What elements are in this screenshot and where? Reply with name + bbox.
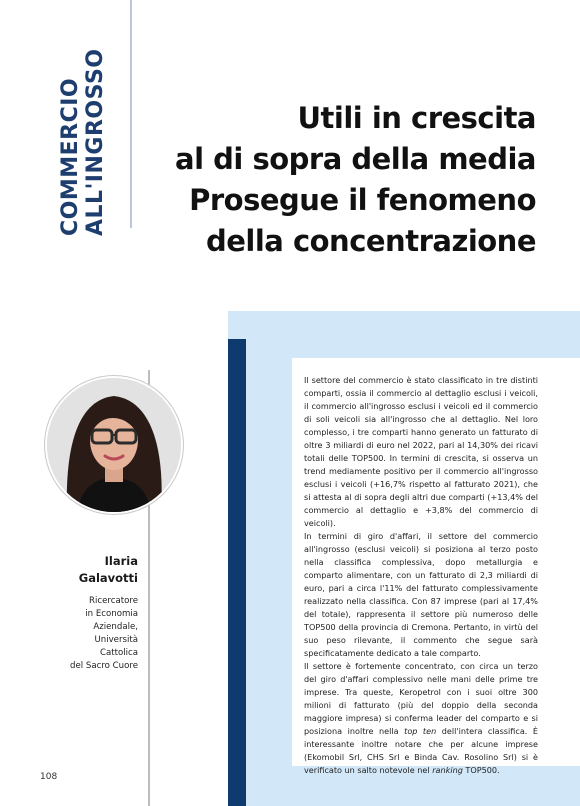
page-number: 108 bbox=[40, 772, 58, 782]
paragraph-3-ranking: ranking bbox=[432, 765, 463, 775]
paragraph-3 bbox=[304, 660, 538, 777]
headline bbox=[156, 98, 536, 262]
paragraph-3-part-a: Il settore è fortemente concentrato, con circa un terzo del giro d'affari complessivo nelle mani delle prime tre imprese. Tra queste, Keropetrol con i suoi oltre 300 milioni di fatturato (più del doppio della seconda maggiore impresa) si conferma leader del comparto e si posiziona inoltre nella bbox=[304, 661, 538, 736]
headline-line-2: al di sopra della media bbox=[175, 142, 536, 176]
author-role-line-1: Ricercatore bbox=[89, 596, 138, 606]
author-role-line-6: del Sacro Cuore bbox=[70, 661, 138, 671]
author-role bbox=[40, 595, 138, 673]
section-label-line1: COMMERCIO bbox=[58, 77, 83, 236]
paragraph-3-part-b: dell'intera classifica. È interessante inoltre notare che per alcune imprese (Ekomobil Srl, CHS Srl e Binda Cav. Rosolino Srl) si è verificato un salto notevole nel bbox=[304, 726, 538, 775]
author-name bbox=[40, 553, 138, 587]
article-body bbox=[304, 374, 538, 777]
section-label-line2: ALL'INGROSSO bbox=[83, 48, 108, 236]
author-role-line-5: Cattolica bbox=[99, 648, 138, 658]
dark-blue-bar bbox=[228, 339, 246, 806]
paragraph-1: Il settore del commercio è stato classificato in tre distinti comparti, ossia il commercio al dettaglio esclusi i veicoli, il commercio all'ingrosso esclusi i veicoli ed il commercio di soli veicoli sia all'ingrosso che al dettaglio. Nel loro complesso, i tre comparti hanno generato un fatturato di oltre 3 miliardi di euro nel 2022, pari al 14,30% dei ricavi totali delle TOP500. In termini di crescita, si osserva un trend mediamente positivo per il commercio all'ingrosso esclusi i veicoli (+16,7% rispetto al fatturato 2021), che si attesta al di sopra degli altri due comparti (+13,4% del commercio al dettaglio e +3,8% del commercio di veicoli). bbox=[304, 375, 538, 528]
headline-line-1: Utili in crescita bbox=[297, 101, 536, 135]
author-portrait bbox=[45, 376, 183, 514]
section-label bbox=[58, 40, 110, 236]
paragraph-2: In termini di giro d'affari, il settore del commercio all'ingrosso (esclusi veicoli) si posiziona al terzo posto nella classifica complessiva, dopo metallurgia e comparto alimentare, con un fatturato di 2,3 miliardi di euro, pari a circa l'11% del fatturato complessivamente realizzato nella classifica. Con 87 imprese (pari al 17,4% del totale), rappresenta il settore più numeroso delle TOP500 della provincia di Cremona. Pertanto, in virtù del suo peso rilevante, il commento che segue sarà specificatamente dedicato a tale comparto. bbox=[304, 531, 538, 658]
paragraph-3-top-ten: top ten bbox=[404, 726, 437, 736]
author-role-line-4: Università bbox=[94, 635, 138, 645]
author-role-line-3: Aziendale, bbox=[93, 622, 138, 632]
portrait-icon bbox=[47, 378, 181, 512]
headline-line-3: Prosegue il fenomeno bbox=[189, 183, 536, 217]
author-role-line-2: in Economia bbox=[85, 609, 138, 619]
top-vertical-rule bbox=[130, 0, 132, 228]
author-first-name: Ilaria bbox=[104, 554, 138, 568]
author-last-name: Galavotti bbox=[78, 571, 138, 585]
paragraph-3-part-c: TOP500. bbox=[462, 765, 500, 775]
headline-line-4: della concentrazione bbox=[205, 224, 536, 258]
